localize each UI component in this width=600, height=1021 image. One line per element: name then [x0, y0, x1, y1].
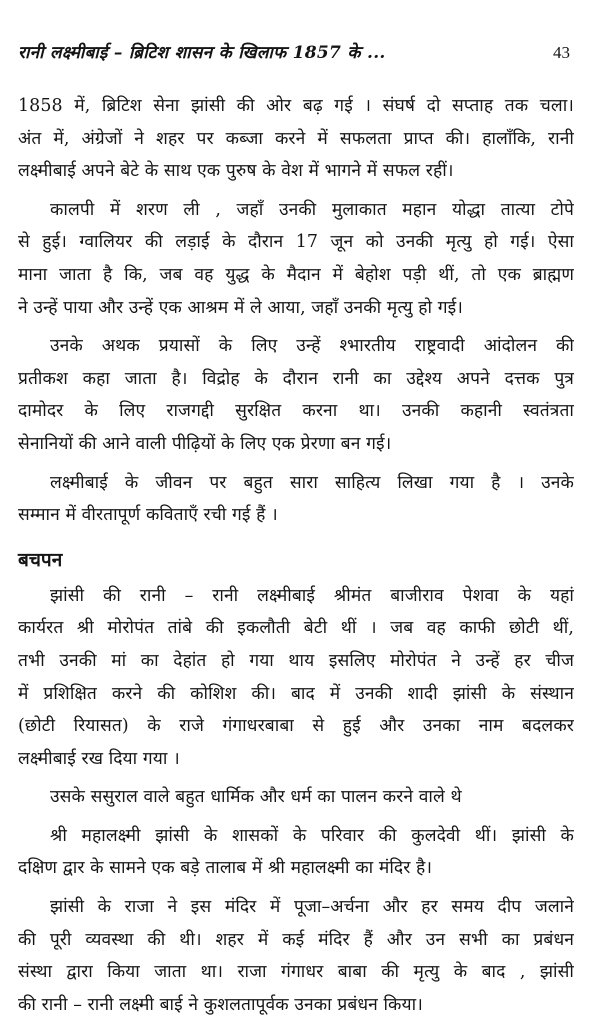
text-line: 1858 में, ब्रिटिश सेना झांसी की ओर बढ़ गई । संघर्ष दो सप्ताह तक चला। [18, 96, 574, 116]
text-line: झांसी के राजा ने इस मंदिर में पूजा–अर्चना और हर समय दीप जलाने [50, 897, 574, 918]
text-line: संस्था द्वारा किया जाता था। राजा गंगाधर बाबा की मृत्यु के बाद , झांसी [18, 962, 574, 983]
body-text-before-heading [18, 90, 574, 532]
paragraph [18, 90, 574, 188]
text-line: झांसी की रानी – रानी लक्ष्मीबाई श्रीमंत बाजीराव पेशवा के यहां [50, 585, 574, 606]
text-line: सम्मान में वीरतापूर्ण कविताएँ रची गई हैं । [18, 505, 278, 526]
text-line: उनके अथक प्रयासों के लिए उन्हें श्भारतीय राष्ट्रवादी आंदोलन की [50, 336, 574, 357]
page-number: 43 [553, 43, 570, 62]
text-line: दामोदर के लिए राजगद्दी सुरक्षित करना था। उनकी कहानी स्वतंत्रता [18, 401, 574, 422]
paragraph [18, 330, 574, 460]
text-line: की पूरी व्यवस्था की थी। शहर में कई मंदिर हैं और उन सभी का प्रबंधन [18, 929, 574, 950]
paragraph [18, 467, 574, 532]
text-line: लक्ष्मीबाई रख दिया गया । [18, 748, 180, 769]
text-line: उसके ससुराल वाले बहुत धार्मिक और धर्म का पालन करने वाले थे [50, 787, 462, 808]
text-line: दक्षिण द्वार के सामने एक बड़े तालाब में श्री महालक्ष्मी का मंदिर है। [18, 858, 433, 879]
section-heading: बचपन [18, 548, 63, 571]
text-line: की रानी – रानी लक्ष्मी बाई ने कुशलतापूर्वक उनका प्रबंधन किया। [18, 994, 423, 1015]
paragraph [18, 781, 574, 814]
text-line: प्रतीकश कहा जाता है। विद्रोह के दौरान रानी का उद्देश्य अपने दत्तक पुत्र [18, 368, 574, 389]
running-header [18, 40, 574, 90]
paragraph [18, 891, 574, 1021]
text-line: लक्ष्मीबाई के जीवन पर बहुत सारा साहित्य लिखा गया है । उनके [50, 472, 574, 493]
paragraph [18, 820, 574, 885]
text-line: श्री महालक्ष्मी झांसी के शासकों के परिवार की कुलदेवी थीं। झांसी के [50, 825, 574, 846]
text-line: से हुई। ग्वालियर की लड़ाई के दौरान 17 जून को उनकी मृत्यु हो गई। ऐसा [18, 232, 574, 253]
text-line: कार्यरत श्री मोरोपंत तांबे की इकलौती बेटी थीं । जब वह काफी छोटी थीं, [18, 618, 574, 639]
text-line: माना जाता है कि, जब वह युद्ध के मैदान में बेहोश पड़ी थीं, तो एक ब्राह्मण [18, 264, 574, 285]
paragraph [18, 194, 574, 324]
text-line: लक्ष्मीबाई अपने बेटे के साथ एक पुरुष के वेश में भागने में सफल रहीं। [18, 161, 454, 182]
text-line: तभी उनकी मां का देहांत हो गया थाय इसलिए मोरोपंत ने उन्हें हर चीज [18, 650, 574, 671]
text-line: ने उन्हें पाया और उन्हें एक आश्रम में ले आया, जहाँ उनकी मृत्यु हो गई। [18, 297, 463, 318]
text-line: सेनानियों की आने वाली पीढ़ियों के लिए एक प्रेरणा बन गई। [18, 433, 392, 454]
running-title: रानी लक्ष्मीबाई – ब्रिटिश शासन के खिलाफ 1857 के ... [18, 43, 386, 63]
text-line: (छोटी रियासत) के राजे गंगाधरबाबा से हुई और उनका नाम बदलकर [18, 716, 574, 737]
text-line: अंत में, अंग्रेजों ने शहर पर कब्जा करने में सफलता प्राप्त की। हालाँकि, रानी [18, 128, 574, 149]
paragraph [18, 580, 574, 776]
text-line: में प्रशिक्षित करने की कोशिश की। बाद में उनकी शादी झांसी के संस्थान [18, 683, 574, 704]
body-text-after-heading [18, 580, 574, 1021]
text-line: कालपी में शरण ली , जहाँ उनकी मुलाकात महान योद्धा तात्या टोपे [50, 199, 574, 220]
